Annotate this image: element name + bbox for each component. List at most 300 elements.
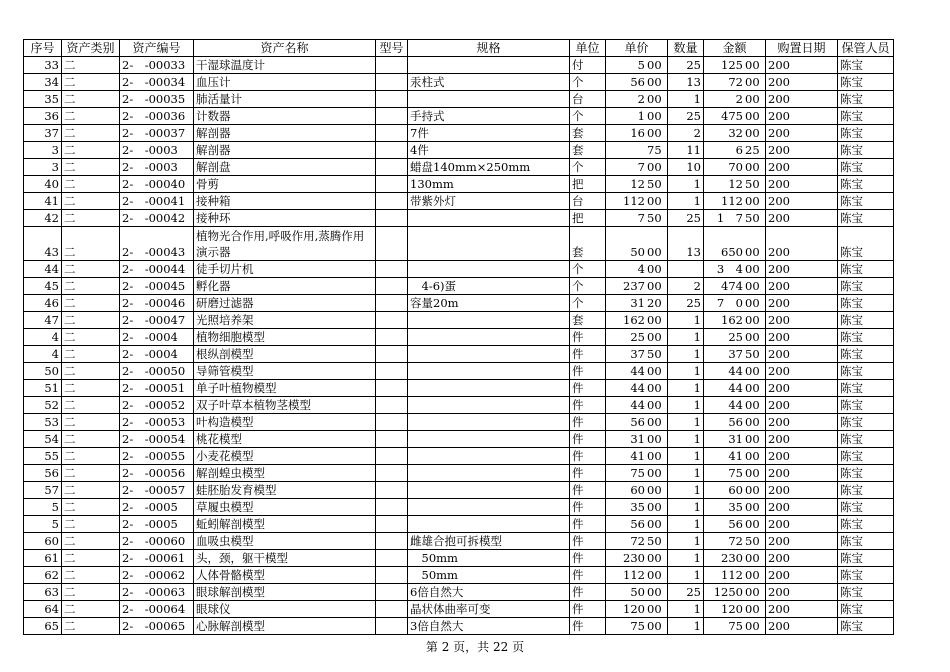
cell-amount-integer: 56 (728, 414, 743, 429)
cell-code: 2- -0003 (120, 142, 194, 159)
cell-amount-decimal: 50 (745, 210, 760, 225)
cell-price-integer: 120 (623, 601, 645, 616)
cell-keeper: 陈宝 (838, 278, 894, 295)
cell-price-integer: 72 (630, 533, 645, 548)
cell-name: 孵化器 (194, 278, 376, 295)
cell-no: 51 (24, 380, 62, 397)
cell-code: 2- -00043 (120, 227, 194, 261)
cell-amount-integer: 475 (721, 108, 743, 123)
cell-keeper: 陈宝 (838, 91, 894, 108)
cell-qty: 1 (668, 550, 704, 567)
cell-unit: 个 (570, 108, 606, 125)
col-header-model: 型号 (376, 40, 408, 57)
cell-no: 3 (24, 159, 62, 176)
cell-price (606, 261, 668, 278)
cell-price-integer: 237 (623, 278, 645, 293)
cell-amount-integer: 162 (721, 312, 743, 327)
cell-model (376, 533, 408, 550)
cell-spec: 带紫外灯 (408, 193, 570, 210)
cell-model (376, 176, 408, 193)
cell-name: 叶构造模型 (194, 414, 376, 431)
cell-price (606, 414, 668, 431)
cell-amount (704, 431, 766, 448)
cell-price-integer: 112 (623, 567, 645, 582)
cell-no: 33 (24, 57, 62, 74)
cell-price (606, 176, 668, 193)
cell-name: 光照培养架 (194, 312, 376, 329)
cell-name: 双子叶草本植物茎模型 (194, 397, 376, 414)
cell-keeper: 陈宝 (838, 57, 894, 74)
cell-price-decimal: 00 (647, 74, 662, 89)
asset-table (23, 39, 894, 635)
col-header-keeper: 保管人员 (838, 40, 894, 57)
cell-qty: 1 (668, 499, 704, 516)
cell-qty: 1 (668, 448, 704, 465)
cell-price-integer: 56 (630, 74, 645, 89)
table-row (24, 414, 894, 431)
cell-date: 200 (766, 210, 838, 227)
cell-model (376, 465, 408, 482)
cell-qty: 1 (668, 363, 704, 380)
cell-amount (704, 108, 766, 125)
cell-no: 57 (24, 482, 62, 499)
cell-amount-decimal: 00 (745, 125, 760, 140)
cell-amount-integer: 1 7 (716, 210, 743, 225)
cell-qty (668, 261, 704, 278)
cell-amount-decimal: 00 (745, 618, 760, 633)
cell-amount-decimal: 50 (745, 176, 760, 191)
cell-code: 2- -00053 (120, 414, 194, 431)
cell-category: 二 (62, 159, 120, 176)
table-row (24, 278, 894, 295)
cell-unit: 个 (570, 261, 606, 278)
cell-category: 二 (62, 465, 120, 482)
cell-model (376, 57, 408, 74)
cell-unit: 件 (570, 448, 606, 465)
cell-name: 桃花模型 (194, 431, 376, 448)
cell-unit: 套 (570, 312, 606, 329)
cell-code: 2- -0005 (120, 499, 194, 516)
cell-spec: 50mm (408, 550, 570, 567)
cell-code: 2- -00036 (120, 108, 194, 125)
cell-no: 45 (24, 278, 62, 295)
cell-price-integer: 5 (637, 57, 645, 72)
cell-price-integer: 75 (630, 618, 645, 633)
cell-price-decimal: 00 (647, 363, 662, 378)
cell-amount-decimal: 00 (745, 295, 760, 310)
page-footer: 第 2 页，共 22 页 (425, 640, 525, 654)
cell-name: 蛙胚胎发育模型 (194, 482, 376, 499)
cell-name: 草履虫模型 (194, 499, 376, 516)
col-header-code: 资产编号 (120, 40, 194, 57)
cell-no: 43 (24, 227, 62, 261)
cell-category: 二 (62, 550, 120, 567)
cell-model (376, 312, 408, 329)
table-row (24, 584, 894, 601)
cell-spec (408, 227, 570, 261)
cell-price (606, 295, 668, 312)
cell-unit: 个 (570, 159, 606, 176)
cell-no: 35 (24, 91, 62, 108)
cell-price (606, 57, 668, 74)
cell-price-decimal: 00 (647, 245, 662, 259)
cell-model (376, 448, 408, 465)
cell-spec (408, 312, 570, 329)
cell-amount (704, 363, 766, 380)
cell-date: 200 (766, 482, 838, 499)
cell-unit: 把 (570, 210, 606, 227)
cell-category: 二 (62, 57, 120, 74)
cell-code: 2- -00064 (120, 601, 194, 618)
cell-amount-decimal: 00 (745, 91, 760, 106)
table-row (24, 346, 894, 363)
cell-model (376, 159, 408, 176)
cell-spec: 6倍自然大 (408, 584, 570, 601)
cell-model (376, 125, 408, 142)
cell-keeper: 陈宝 (838, 448, 894, 465)
cell-code: 2- -00035 (120, 91, 194, 108)
cell-price (606, 312, 668, 329)
cell-date: 200 (766, 363, 838, 380)
cell-keeper: 陈宝 (838, 516, 894, 533)
cell-model (376, 363, 408, 380)
cell-unit: 件 (570, 346, 606, 363)
cell-amount-integer: 75 (728, 618, 743, 633)
cell-name: 干湿球温度计 (194, 57, 376, 74)
cell-amount-decimal: 00 (745, 448, 760, 463)
cell-date: 200 (766, 584, 838, 601)
cell-date: 200 (766, 142, 838, 159)
cell-amount-decimal: 00 (745, 278, 760, 293)
cell-amount-decimal: 00 (745, 516, 760, 531)
cell-unit: 件 (570, 431, 606, 448)
cell-amount (704, 278, 766, 295)
cell-date: 200 (766, 601, 838, 618)
table-row (24, 380, 894, 397)
table-row (24, 261, 894, 278)
cell-qty: 11 (668, 142, 704, 159)
cell-qty: 2 (668, 278, 704, 295)
cell-keeper: 陈宝 (838, 227, 894, 261)
cell-category: 二 (62, 380, 120, 397)
cell-price-decimal: 00 (647, 516, 662, 531)
cell-category: 二 (62, 176, 120, 193)
cell-unit: 台 (570, 193, 606, 210)
cell-model (376, 618, 408, 635)
col-header-price: 单价 (606, 40, 668, 57)
cell-price-decimal: 00 (647, 397, 662, 412)
cell-amount-decimal: 00 (745, 193, 760, 208)
cell-category: 二 (62, 414, 120, 431)
cell-price (606, 74, 668, 91)
cell-model (376, 397, 408, 414)
table-row (24, 363, 894, 380)
cell-code: 2- -00044 (120, 261, 194, 278)
cell-price-integer: 44 (630, 380, 645, 395)
cell-amount (704, 227, 766, 261)
cell-amount (704, 261, 766, 278)
cell-qty: 1 (668, 567, 704, 584)
cell-amount (704, 414, 766, 431)
cell-code: 2- -00042 (120, 210, 194, 227)
cell-price (606, 278, 668, 295)
cell-code: 2- -00041 (120, 193, 194, 210)
cell-price (606, 482, 668, 499)
cell-no: 52 (24, 397, 62, 414)
cell-model (376, 193, 408, 210)
cell-category: 二 (62, 227, 120, 261)
cell-amount (704, 176, 766, 193)
cell-spec (408, 499, 570, 516)
cell-keeper: 陈宝 (838, 159, 894, 176)
cell-date: 200 (766, 295, 838, 312)
cell-price-decimal: 00 (647, 91, 662, 106)
cell-spec (408, 329, 570, 346)
cell-keeper: 陈宝 (838, 618, 894, 635)
cell-amount (704, 601, 766, 618)
cell-price-decimal: 00 (647, 125, 662, 140)
cell-unit: 件 (570, 601, 606, 618)
col-header-unit: 单位 (570, 40, 606, 57)
cell-amount-integer: 1250 (713, 584, 743, 599)
cell-qty: 1 (668, 329, 704, 346)
cell-no: 41 (24, 193, 62, 210)
cell-amount-integer: 125 (721, 57, 743, 72)
cell-amount-integer: 120 (721, 601, 743, 616)
cell-no: 4 (24, 346, 62, 363)
cell-code: 2- -00061 (120, 550, 194, 567)
cell-date: 200 (766, 159, 838, 176)
cell-amount (704, 346, 766, 363)
cell-name: 计数器 (194, 108, 376, 125)
cell-name: 头，颈，躯干模型 (194, 550, 376, 567)
cell-qty: 13 (668, 227, 704, 261)
cell-unit: 件 (570, 533, 606, 550)
cell-model (376, 516, 408, 533)
cell-code: 2- -00045 (120, 278, 194, 295)
cell-name: 单子叶植物模型 (194, 380, 376, 397)
cell-qty: 1 (668, 601, 704, 618)
cell-name: 解剖器 (194, 125, 376, 142)
cell-spec (408, 57, 570, 74)
cell-spec (408, 482, 570, 499)
cell-price-decimal: 00 (647, 278, 662, 293)
cell-amount-integer: 41 (728, 448, 743, 463)
cell-amount-integer: 70 (728, 159, 743, 174)
table-row (24, 329, 894, 346)
cell-price-decimal: 00 (647, 414, 662, 429)
cell-unit: 台 (570, 91, 606, 108)
cell-price-decimal: 00 (647, 584, 662, 599)
cell-price-decimal: 00 (647, 482, 662, 497)
cell-price (606, 227, 668, 261)
cell-price-integer: 35 (630, 499, 645, 514)
cell-keeper: 陈宝 (838, 414, 894, 431)
cell-amount (704, 482, 766, 499)
cell-model (376, 431, 408, 448)
cell-code: 2- -0004 (120, 329, 194, 346)
table-body (24, 57, 894, 635)
cell-price (606, 601, 668, 618)
cell-amount-decimal: 00 (745, 482, 760, 497)
cell-price-integer: 56 (630, 414, 645, 429)
cell-amount (704, 584, 766, 601)
cell-spec: 雌雄合抱可拆模型 (408, 533, 570, 550)
cell-amount (704, 57, 766, 74)
cell-no: 42 (24, 210, 62, 227)
cell-amount (704, 397, 766, 414)
cell-amount-integer: 474 (721, 278, 743, 293)
cell-keeper: 陈宝 (838, 601, 894, 618)
cell-amount-integer: 60 (728, 482, 743, 497)
cell-price-integer: 44 (630, 363, 645, 378)
cell-spec (408, 363, 570, 380)
cell-amount-integer: 12 (728, 176, 743, 191)
cell-date: 200 (766, 227, 838, 261)
cell-code: 2- -00046 (120, 295, 194, 312)
cell-qty: 10 (668, 159, 704, 176)
cell-qty: 1 (668, 380, 704, 397)
cell-keeper: 陈宝 (838, 261, 894, 278)
cell-amount-decimal: 00 (745, 74, 760, 89)
cell-price-integer: 12 (630, 176, 645, 191)
cell-no: 36 (24, 108, 62, 125)
cell-amount-integer: 32 (728, 125, 743, 140)
cell-category: 二 (62, 125, 120, 142)
cell-price (606, 465, 668, 482)
cell-no: 65 (24, 618, 62, 635)
cell-keeper: 陈宝 (838, 210, 894, 227)
cell-price-integer: 7 (637, 159, 645, 174)
cell-price-integer: 60 (630, 482, 645, 497)
cell-amount (704, 533, 766, 550)
cell-name: 血压计 (194, 74, 376, 91)
cell-price-decimal: 00 (647, 261, 662, 276)
cell-amount-integer: 112 (721, 567, 743, 582)
cell-date: 200 (766, 57, 838, 74)
cell-keeper: 陈宝 (838, 550, 894, 567)
cell-amount-integer: 37 (728, 346, 743, 361)
table-row (24, 601, 894, 618)
table-row (24, 91, 894, 108)
cell-name: 眼球仪 (194, 601, 376, 618)
cell-unit: 件 (570, 397, 606, 414)
cell-keeper: 陈宝 (838, 533, 894, 550)
cell-unit: 把 (570, 176, 606, 193)
col-header-name: 资产名称 (194, 40, 376, 57)
cell-unit: 件 (570, 499, 606, 516)
cell-model (376, 414, 408, 431)
cell-date: 200 (766, 550, 838, 567)
cell-qty: 25 (668, 57, 704, 74)
cell-unit: 件 (570, 584, 606, 601)
table-row (24, 210, 894, 227)
cell-qty: 25 (668, 295, 704, 312)
cell-amount-integer: 3 4 (716, 261, 743, 276)
cell-amount-decimal: 00 (745, 584, 760, 599)
cell-no: 55 (24, 448, 62, 465)
cell-code: 2- -00065 (120, 618, 194, 635)
cell-date: 200 (766, 516, 838, 533)
cell-amount-integer: 25 (728, 329, 743, 344)
cell-model (376, 91, 408, 108)
cell-amount (704, 448, 766, 465)
cell-amount-integer: 230 (721, 550, 743, 565)
col-header-date: 购置日期 (766, 40, 838, 57)
cell-name: 心脉解剖模型 (194, 618, 376, 635)
cell-price-integer: 31 (630, 295, 645, 310)
cell-spec (408, 346, 570, 363)
cell-price (606, 108, 668, 125)
cell-no: 61 (24, 550, 62, 567)
cell-model (376, 499, 408, 516)
cell-code: 2- -00051 (120, 380, 194, 397)
cell-qty: 1 (668, 516, 704, 533)
cell-code: 2- -0005 (120, 516, 194, 533)
cell-price (606, 380, 668, 397)
cell-amount-decimal: 00 (745, 261, 760, 276)
cell-price-integer: 41 (630, 448, 645, 463)
cell-code: 2- -00060 (120, 533, 194, 550)
cell-unit: 个 (570, 278, 606, 295)
cell-qty: 25 (668, 210, 704, 227)
cell-spec (408, 91, 570, 108)
cell-model (376, 482, 408, 499)
cell-amount-decimal: 00 (745, 108, 760, 123)
cell-no: 53 (24, 414, 62, 431)
cell-category: 二 (62, 482, 120, 499)
cell-name: 研磨过滤器 (194, 295, 376, 312)
cell-spec: 汞柱式 (408, 74, 570, 91)
cell-keeper: 陈宝 (838, 465, 894, 482)
cell-keeper: 陈宝 (838, 295, 894, 312)
cell-price-decimal: 00 (647, 465, 662, 480)
cell-unit: 个 (570, 295, 606, 312)
cell-price (606, 125, 668, 142)
cell-category: 二 (62, 618, 120, 635)
cell-spec: 7件 (408, 125, 570, 142)
cell-spec (408, 414, 570, 431)
cell-price-integer: 50 (630, 245, 645, 259)
cell-name: 解剖器 (194, 142, 376, 159)
cell-amount-decimal: 00 (745, 159, 760, 174)
cell-spec (408, 397, 570, 414)
cell-qty: 1 (668, 397, 704, 414)
table-row (24, 57, 894, 74)
cell-price-decimal: 00 (647, 193, 662, 208)
cell-price-integer: 56 (630, 516, 645, 531)
cell-price-decimal: 50 (647, 176, 662, 191)
cell-keeper: 陈宝 (838, 176, 894, 193)
cell-amount-integer: 650 (721, 245, 743, 259)
cell-keeper: 陈宝 (838, 125, 894, 142)
col-header-spec: 规格 (408, 40, 570, 57)
table-row (24, 312, 894, 329)
header-row (24, 40, 894, 57)
cell-model (376, 380, 408, 397)
cell-price (606, 448, 668, 465)
cell-keeper: 陈宝 (838, 499, 894, 516)
cell-date: 200 (766, 618, 838, 635)
cell-amount-decimal: 00 (745, 329, 760, 344)
cell-amount-decimal: 00 (745, 414, 760, 429)
table-row (24, 431, 894, 448)
cell-no: 3 (24, 142, 62, 159)
cell-no: 56 (24, 465, 62, 482)
cell-spec: 50mm (408, 567, 570, 584)
cell-keeper: 陈宝 (838, 74, 894, 91)
cell-model (376, 295, 408, 312)
